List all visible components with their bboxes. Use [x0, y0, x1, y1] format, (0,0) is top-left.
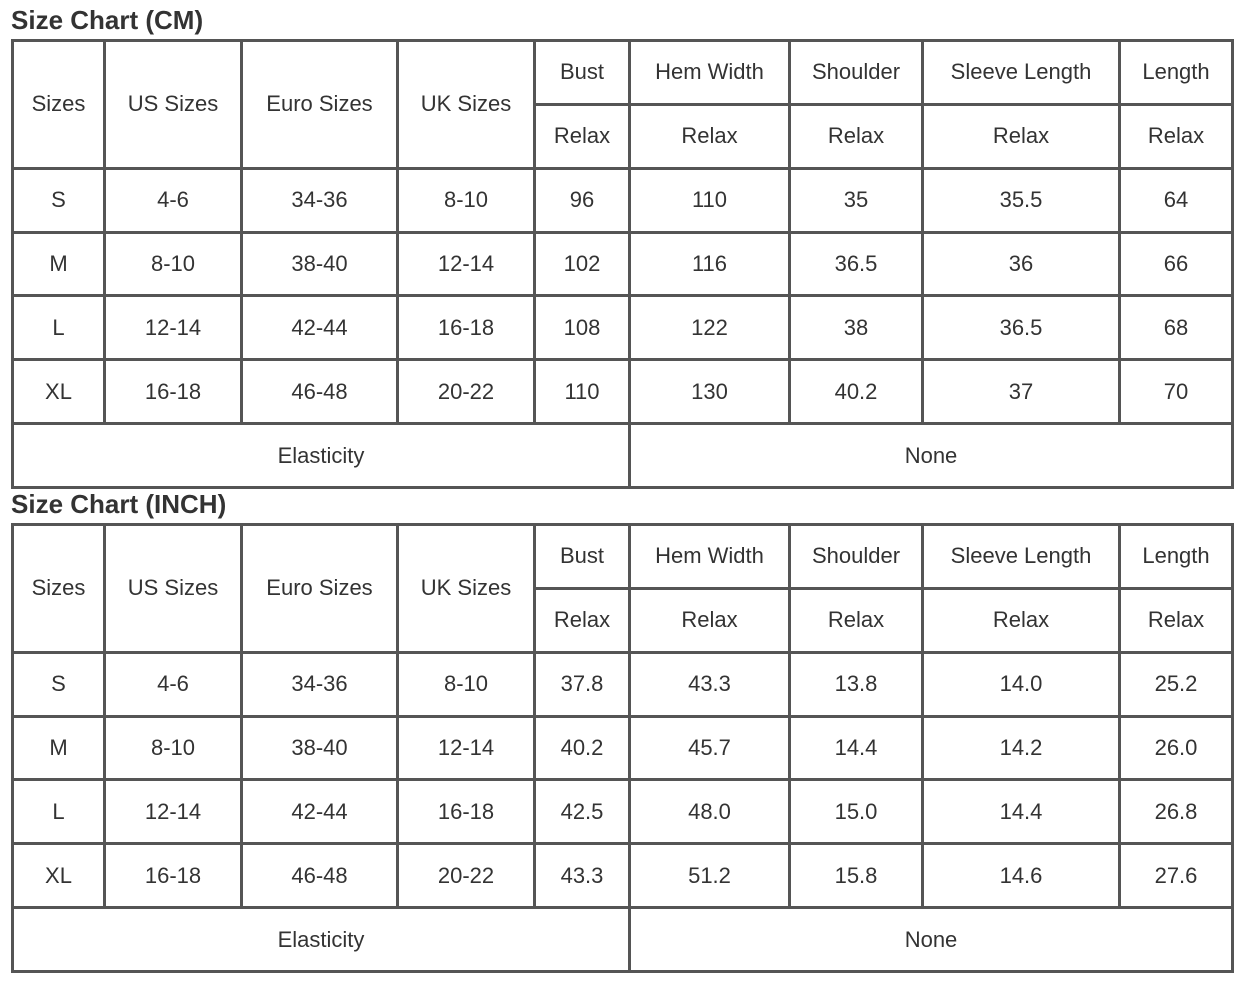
table-row [13, 844, 1233, 908]
size-chart-cm-table [11, 39, 1234, 489]
column-header-us-sizes: US Sizes [105, 41, 242, 169]
table-cell: S [13, 652, 105, 716]
table-cell: 25.2 [1120, 652, 1233, 716]
table-cell: 108 [535, 296, 630, 360]
table-cell: 8-10 [105, 716, 242, 780]
table-cell: 38 [790, 296, 923, 360]
table-cell: 26.0 [1120, 716, 1233, 780]
table-cell: 35.5 [923, 168, 1120, 232]
subheader-cell: Relax [1120, 104, 1233, 168]
subheader-cell: Relax [790, 588, 923, 652]
table-cell: 12-14 [398, 232, 535, 296]
table-cell: M [13, 716, 105, 780]
table-cell: 14.0 [923, 652, 1120, 716]
table-cell: 27.6 [1120, 844, 1233, 908]
table-cell: 14.6 [923, 844, 1120, 908]
subheader-cell: Relax [630, 588, 790, 652]
table-cell: 12-14 [398, 716, 535, 780]
subheader-cell: Relax [1120, 588, 1233, 652]
column-header-sleeve-length: Sleeve Length [923, 41, 1120, 105]
table-row [13, 780, 1233, 844]
table-cell: 38-40 [242, 232, 398, 296]
table-cell: 34-36 [242, 652, 398, 716]
table-cell: 66 [1120, 232, 1233, 296]
size-chart-inch-title: Size Chart (INCH) [11, 489, 227, 519]
table-cell: M [13, 232, 105, 296]
column-header-sizes: Sizes [13, 41, 105, 169]
table-cell: 68 [1120, 296, 1233, 360]
table-cell: S [13, 168, 105, 232]
table-cell: XL [13, 844, 105, 908]
table-cell: 96 [535, 168, 630, 232]
table-cell: 64 [1120, 168, 1233, 232]
table-cell: 4-6 [105, 168, 242, 232]
table-row [13, 232, 1233, 296]
table-cell: 42-44 [242, 780, 398, 844]
column-header-bust: Bust [535, 41, 630, 105]
table-cell: 51.2 [630, 844, 790, 908]
table-cell: L [13, 780, 105, 844]
table-cell: 43.3 [630, 652, 790, 716]
table-cell: 42-44 [242, 296, 398, 360]
table-cell: 45.7 [630, 716, 790, 780]
table-cell: 46-48 [242, 360, 398, 424]
table-cell: 42.5 [535, 780, 630, 844]
table-cell: 12-14 [105, 780, 242, 844]
table-cell: 8-10 [398, 168, 535, 232]
column-header-bust: Bust [535, 525, 630, 589]
table-row [13, 296, 1233, 360]
table-cell: 35 [790, 168, 923, 232]
column-header-us-sizes: US Sizes [105, 525, 242, 653]
table-cell: 43.3 [535, 844, 630, 908]
table-cell: 110 [630, 168, 790, 232]
size-chart-inch-table [11, 523, 1234, 973]
table-cell: 16-18 [398, 780, 535, 844]
table-cell: 4-6 [105, 652, 242, 716]
table-cell: 12-14 [105, 296, 242, 360]
table-row [13, 716, 1233, 780]
header-row [13, 41, 1233, 105]
subheader-cell: Relax [535, 104, 630, 168]
column-header-length: Length [1120, 525, 1233, 589]
table-cell: 34-36 [242, 168, 398, 232]
table-cell: 13.8 [790, 652, 923, 716]
elasticity-row [13, 908, 1233, 972]
column-header-sizes: Sizes [13, 525, 105, 653]
table-cell: 70 [1120, 360, 1233, 424]
size-chart-cm-title: Size Chart (CM) [11, 5, 204, 35]
subheader-cell: Relax [923, 104, 1120, 168]
table-cell: 40.2 [790, 360, 923, 424]
table-cell: 37.8 [535, 652, 630, 716]
table-cell: 36.5 [923, 296, 1120, 360]
table-cell: 46-48 [242, 844, 398, 908]
column-header-length: Length [1120, 41, 1233, 105]
subheader-cell: Relax [923, 588, 1120, 652]
table-cell: 15.8 [790, 844, 923, 908]
table-cell: 36.5 [790, 232, 923, 296]
table-cell: 16-18 [105, 844, 242, 908]
table-cell: 116 [630, 232, 790, 296]
table-row [13, 652, 1233, 716]
table-cell: 20-22 [398, 844, 535, 908]
table-cell: 16-18 [105, 360, 242, 424]
table-cell: 37 [923, 360, 1120, 424]
table-cell: 20-22 [398, 360, 535, 424]
column-header-hem-width: Hem Width [630, 525, 790, 589]
table-cell: 16-18 [398, 296, 535, 360]
column-header-uk-sizes: UK Sizes [398, 525, 535, 653]
subheader-cell: Relax [790, 104, 923, 168]
subheader-cell: Relax [630, 104, 790, 168]
table-cell: 8-10 [105, 232, 242, 296]
table-cell: 14.4 [790, 716, 923, 780]
table-cell: 8-10 [398, 652, 535, 716]
elasticity-label: Elasticity [13, 908, 630, 972]
column-header-shoulder: Shoulder [790, 41, 923, 105]
table-cell: 110 [535, 360, 630, 424]
elasticity-value: None [630, 908, 1233, 972]
table-cell: 15.0 [790, 780, 923, 844]
table-cell: 14.4 [923, 780, 1120, 844]
table-cell: 40.2 [535, 716, 630, 780]
table-row [13, 360, 1233, 424]
elasticity-value: None [630, 424, 1233, 488]
column-header-hem-width: Hem Width [630, 41, 790, 105]
table-row [13, 168, 1233, 232]
table-cell: L [13, 296, 105, 360]
table-cell: 48.0 [630, 780, 790, 844]
table-cell: 14.2 [923, 716, 1120, 780]
column-header-uk-sizes: UK Sizes [398, 41, 535, 169]
column-header-euro-sizes: Euro Sizes [242, 41, 398, 169]
table-cell: 102 [535, 232, 630, 296]
table-cell: 130 [630, 360, 790, 424]
header-row [13, 525, 1233, 589]
elasticity-label: Elasticity [13, 424, 630, 488]
column-header-euro-sizes: Euro Sizes [242, 525, 398, 653]
table-cell: 26.8 [1120, 780, 1233, 844]
table-cell: XL [13, 360, 105, 424]
table-cell: 122 [630, 296, 790, 360]
table-cell: 38-40 [242, 716, 398, 780]
elasticity-row [13, 424, 1233, 488]
table-cell: 36 [923, 232, 1120, 296]
subheader-cell: Relax [535, 588, 630, 652]
column-header-shoulder: Shoulder [790, 525, 923, 589]
column-header-sleeve-length: Sleeve Length [923, 525, 1120, 589]
